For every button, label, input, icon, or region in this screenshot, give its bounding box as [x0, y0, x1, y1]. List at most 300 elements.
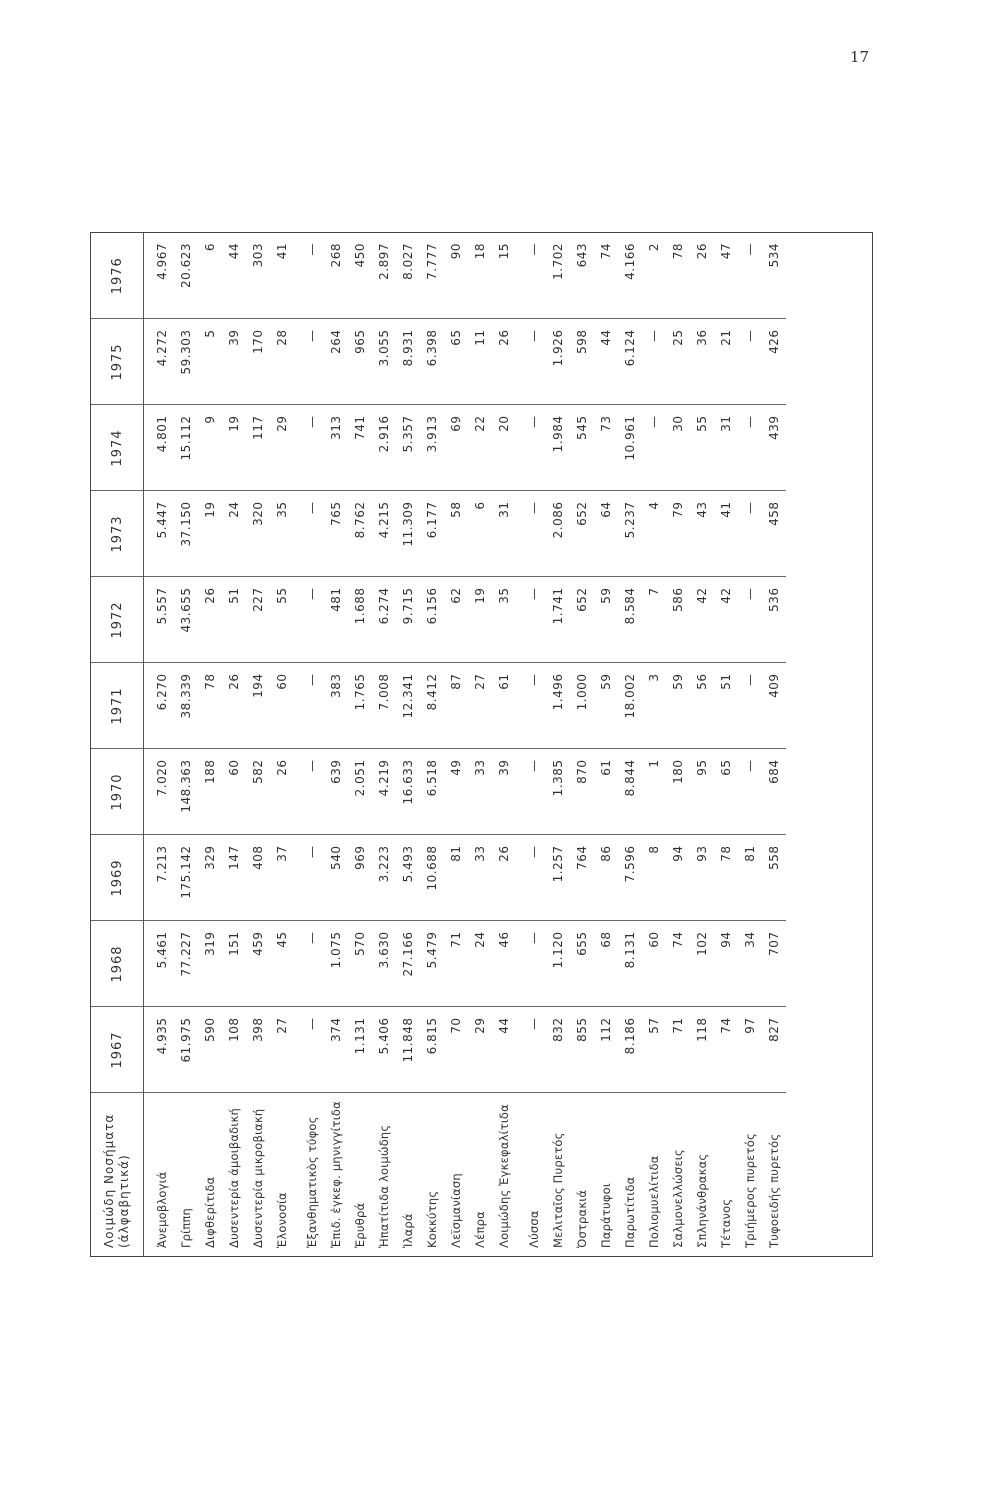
- case-count-cell: 94: [666, 835, 690, 921]
- case-count-cell: 10.961: [618, 405, 642, 491]
- case-count-cell: 481: [324, 577, 348, 663]
- case-count-cell: 7.020: [144, 749, 175, 835]
- case-count-cell: 684: [762, 749, 786, 835]
- case-count-cell: 320: [246, 491, 270, 577]
- case-count-cell: —: [738, 233, 762, 319]
- disease-name-cell: Ἰλαρά: [401, 1213, 415, 1248]
- case-count-cell: 19: [468, 577, 492, 663]
- case-count-cell: 20: [492, 405, 516, 491]
- case-count-cell: —: [738, 405, 762, 491]
- case-count-cell: 87: [444, 663, 468, 749]
- case-count-cell: 71: [666, 1007, 690, 1093]
- case-count-cell: 5.357: [396, 405, 420, 491]
- case-count-cell: 598: [570, 319, 594, 405]
- case-count-cell: 26: [690, 233, 714, 319]
- case-count-cell: —: [642, 319, 666, 405]
- case-count-cell: 59: [666, 663, 690, 749]
- disease-statistics-table: [91, 233, 786, 1256]
- case-count-cell: 43: [690, 491, 714, 577]
- case-count-cell: 8.762: [348, 491, 372, 577]
- case-count-cell: 24: [468, 921, 492, 1007]
- case-count-cell: 329: [198, 835, 222, 921]
- table-row: [420, 233, 444, 1256]
- case-count-cell: 7.596: [618, 835, 642, 921]
- case-count-cell: 6.177: [420, 491, 444, 577]
- disease-name-cell: Παράτυφοι: [599, 1183, 613, 1248]
- case-count-cell: 59: [594, 577, 618, 663]
- case-count-cell: 70: [444, 1007, 468, 1093]
- case-count-cell: 6.156: [420, 577, 444, 663]
- case-count-cell: 1.702: [546, 233, 570, 319]
- case-count-cell: 4.272: [144, 319, 175, 405]
- case-count-cell: —: [516, 233, 546, 319]
- case-count-cell: 6: [468, 491, 492, 577]
- case-count-cell: 2.051: [348, 749, 372, 835]
- case-count-cell: 832: [546, 1007, 570, 1093]
- case-count-cell: —: [516, 491, 546, 577]
- case-count-cell: 31: [714, 405, 738, 491]
- case-count-cell: 102: [690, 921, 714, 1007]
- case-count-cell: 59: [594, 663, 618, 749]
- case-count-cell: 15: [492, 233, 516, 319]
- case-count-cell: 3.055: [372, 319, 396, 405]
- table-row: [642, 233, 666, 1256]
- disease-column-header: [91, 1093, 144, 1256]
- case-count-cell: 11: [468, 319, 492, 405]
- case-count-cell: 1.765: [348, 663, 372, 749]
- case-count-cell: 6.815: [420, 1007, 444, 1093]
- case-count-cell: 45: [270, 921, 294, 1007]
- case-count-cell: 26: [222, 663, 246, 749]
- case-count-cell: 44: [492, 1007, 516, 1093]
- case-count-cell: 11.848: [396, 1007, 420, 1093]
- table-row: [666, 233, 690, 1256]
- case-count-cell: 1.926: [546, 319, 570, 405]
- case-count-cell: —: [294, 577, 324, 663]
- disease-name-cell: Λοιμώδης Ἐγκεφαλίτιδα: [497, 1104, 511, 1248]
- year-header: 1968: [91, 921, 144, 1007]
- case-count-cell: —: [516, 319, 546, 405]
- year-header: 1976: [91, 233, 144, 319]
- case-count-cell: 4.215: [372, 491, 396, 577]
- year-header: 1970: [91, 749, 144, 835]
- case-count-cell: 78: [198, 663, 222, 749]
- year-header: 1967: [91, 1007, 144, 1093]
- case-count-cell: 570: [348, 921, 372, 1007]
- case-count-cell: 26: [492, 835, 516, 921]
- case-count-cell: 68: [594, 921, 618, 1007]
- case-count-cell: 1.000: [570, 663, 594, 749]
- case-count-cell: 26: [492, 319, 516, 405]
- table-body: [144, 233, 787, 1256]
- case-count-cell: 90: [444, 233, 468, 319]
- disease-name-cell: Τριήμερος πυρετός: [743, 1133, 757, 1248]
- case-count-cell: —: [642, 405, 666, 491]
- case-count-cell: 64: [594, 491, 618, 577]
- disease-name-cell: Σπληνάνθρακας: [695, 1153, 709, 1248]
- case-count-cell: 25: [666, 319, 690, 405]
- year-header: 1974: [91, 405, 144, 491]
- case-count-cell: 24: [222, 491, 246, 577]
- case-count-cell: 5.479: [420, 921, 444, 1007]
- case-count-cell: 6.518: [420, 749, 444, 835]
- case-count-cell: 12.341: [396, 663, 420, 749]
- year-header: 1971: [91, 663, 144, 749]
- case-count-cell: 117: [246, 405, 270, 491]
- case-count-cell: 534: [762, 233, 786, 319]
- case-count-cell: 536: [762, 577, 786, 663]
- case-count-cell: 1.984: [546, 405, 570, 491]
- table-row: [570, 233, 594, 1256]
- table-row: [246, 233, 270, 1256]
- case-count-cell: —: [294, 1007, 324, 1093]
- case-count-cell: 41: [270, 233, 294, 319]
- case-count-cell: 1: [642, 749, 666, 835]
- case-count-cell: 870: [570, 749, 594, 835]
- case-count-cell: —: [294, 749, 324, 835]
- case-count-cell: 707: [762, 921, 786, 1007]
- case-count-cell: 60: [222, 749, 246, 835]
- case-count-cell: 95: [690, 749, 714, 835]
- case-count-cell: 94: [714, 921, 738, 1007]
- case-count-cell: 5.447: [144, 491, 175, 577]
- case-count-cell: 7.008: [372, 663, 396, 749]
- case-count-cell: 450: [348, 233, 372, 319]
- case-count-cell: —: [294, 319, 324, 405]
- case-count-cell: —: [516, 749, 546, 835]
- disease-name-cell: Ἐξανθηματικὸς τύφος: [305, 1116, 319, 1248]
- case-count-cell: 43.655: [174, 577, 198, 663]
- case-count-cell: —: [516, 835, 546, 921]
- case-count-cell: 65: [444, 319, 468, 405]
- case-count-cell: 741: [348, 405, 372, 491]
- case-count-cell: 6.398: [420, 319, 444, 405]
- case-count-cell: 6.124: [618, 319, 642, 405]
- case-count-cell: 1.257: [546, 835, 570, 921]
- table-row: [618, 233, 642, 1256]
- case-count-cell: 6.274: [372, 577, 396, 663]
- table-row: [714, 233, 738, 1256]
- disease-name-cell: Κοκκύτης: [425, 1190, 439, 1248]
- case-count-cell: 44: [222, 233, 246, 319]
- case-count-cell: 18.002: [618, 663, 642, 749]
- case-count-cell: 55: [270, 577, 294, 663]
- table-row: [222, 233, 246, 1256]
- case-count-cell: 33: [468, 749, 492, 835]
- case-count-cell: 969: [348, 835, 372, 921]
- case-count-cell: 409: [762, 663, 786, 749]
- case-count-cell: 74: [714, 1007, 738, 1093]
- case-count-cell: 20.623: [174, 233, 198, 319]
- case-count-cell: 61: [594, 749, 618, 835]
- table-row: [690, 233, 714, 1256]
- year-header: 1969: [91, 835, 144, 921]
- case-count-cell: 652: [570, 491, 594, 577]
- case-count-cell: 652: [570, 577, 594, 663]
- case-count-cell: 264: [324, 319, 348, 405]
- disease-name-cell: Λέπρα: [473, 1211, 487, 1248]
- case-count-cell: 1.385: [546, 749, 570, 835]
- case-count-cell: 34: [738, 921, 762, 1007]
- case-count-cell: 4.801: [144, 405, 175, 491]
- case-count-cell: 73: [594, 405, 618, 491]
- case-count-cell: 6.270: [144, 663, 175, 749]
- case-count-cell: 81: [444, 835, 468, 921]
- table-row: [762, 233, 786, 1256]
- case-count-cell: 558: [762, 835, 786, 921]
- case-count-cell: 764: [570, 835, 594, 921]
- case-count-cell: —: [516, 921, 546, 1007]
- case-count-cell: 855: [570, 1007, 594, 1093]
- case-count-cell: 81: [738, 835, 762, 921]
- case-count-cell: 46: [492, 921, 516, 1007]
- case-count-cell: 175.142: [174, 835, 198, 921]
- table-row: [594, 233, 618, 1256]
- case-count-cell: 56: [690, 663, 714, 749]
- case-count-cell: 398: [246, 1007, 270, 1093]
- table-row: [396, 233, 420, 1256]
- case-count-cell: 147: [222, 835, 246, 921]
- case-count-cell: 313: [324, 405, 348, 491]
- case-count-cell: 35: [270, 491, 294, 577]
- case-count-cell: 303: [246, 233, 270, 319]
- case-count-cell: 3.630: [372, 921, 396, 1007]
- table-row: [372, 233, 396, 1256]
- case-count-cell: 118: [690, 1007, 714, 1093]
- case-count-cell: 5.237: [618, 491, 642, 577]
- case-count-cell: 108: [222, 1007, 246, 1093]
- case-count-cell: 22: [468, 405, 492, 491]
- case-count-cell: 7: [642, 577, 666, 663]
- case-count-cell: 26: [198, 577, 222, 663]
- case-count-cell: 4.935: [144, 1007, 175, 1093]
- disease-name-cell: Διφθερίτιδα: [203, 1176, 217, 1248]
- case-count-cell: —: [738, 491, 762, 577]
- disease-name-cell: Λύσσα: [527, 1210, 541, 1248]
- case-count-cell: 74: [666, 921, 690, 1007]
- case-count-cell: 49: [444, 749, 468, 835]
- disease-name-cell: Λεϊσμανίαση: [449, 1173, 463, 1248]
- case-count-cell: 19: [222, 405, 246, 491]
- case-count-cell: —: [294, 663, 324, 749]
- case-count-cell: 55: [690, 405, 714, 491]
- case-count-cell: 2.916: [372, 405, 396, 491]
- case-count-cell: 36: [690, 319, 714, 405]
- case-count-cell: 29: [468, 1007, 492, 1093]
- case-count-cell: 51: [714, 663, 738, 749]
- case-count-cell: 65: [714, 749, 738, 835]
- case-count-cell: —: [294, 835, 324, 921]
- case-count-cell: 148.363: [174, 749, 198, 835]
- case-count-cell: 586: [666, 577, 690, 663]
- case-count-cell: 2.086: [546, 491, 570, 577]
- table-row: [174, 233, 198, 1256]
- case-count-cell: 33: [468, 835, 492, 921]
- case-count-cell: 28: [270, 319, 294, 405]
- case-count-cell: 540: [324, 835, 348, 921]
- case-count-cell: —: [738, 319, 762, 405]
- case-count-cell: 268: [324, 233, 348, 319]
- table-row: [738, 233, 762, 1256]
- case-count-cell: —: [516, 577, 546, 663]
- case-count-cell: 26: [270, 749, 294, 835]
- case-count-cell: 151: [222, 921, 246, 1007]
- disease-name-cell: Ἐπιδ. ἐγκεφ. μηνιγγίτιδα: [329, 1101, 343, 1248]
- case-count-cell: 8.584: [618, 577, 642, 663]
- case-count-cell: 582: [246, 749, 270, 835]
- disease-name-cell: Γρίππη: [179, 1208, 193, 1248]
- case-count-cell: 383: [324, 663, 348, 749]
- case-count-cell: 5.557: [144, 577, 175, 663]
- disease-name-cell: Πολιομυελίτιδα: [647, 1155, 661, 1248]
- case-count-cell: 10.688: [420, 835, 444, 921]
- case-count-cell: 21: [714, 319, 738, 405]
- table-row: [492, 233, 516, 1256]
- case-count-cell: 19: [198, 491, 222, 577]
- case-count-cell: 459: [246, 921, 270, 1007]
- table-row: [324, 233, 348, 1256]
- case-count-cell: —: [294, 233, 324, 319]
- disease-name-cell: Ἐρυθρά: [353, 1202, 367, 1248]
- case-count-cell: 426: [762, 319, 786, 405]
- table-header: [91, 233, 144, 1256]
- table-row: [198, 233, 222, 1256]
- table-row: [516, 233, 546, 1256]
- case-count-cell: 62: [444, 577, 468, 663]
- header-subtitle: (άλφαβητικά): [117, 1154, 131, 1248]
- disease-name-cell: Δυσεντερία μικροβιακή: [251, 1108, 265, 1248]
- case-count-cell: 44: [594, 319, 618, 405]
- case-count-cell: 6: [198, 233, 222, 319]
- case-count-cell: 27.166: [396, 921, 420, 1007]
- case-count-cell: —: [516, 1007, 546, 1093]
- case-count-cell: 59.303: [174, 319, 198, 405]
- case-count-cell: 9: [198, 405, 222, 491]
- case-count-cell: 1.120: [546, 921, 570, 1007]
- year-header: 1973: [91, 491, 144, 577]
- case-count-cell: 1.131: [348, 1007, 372, 1093]
- case-count-cell: 439: [762, 405, 786, 491]
- case-count-cell: 42: [690, 577, 714, 663]
- case-count-cell: 4.219: [372, 749, 396, 835]
- case-count-cell: 42: [714, 577, 738, 663]
- case-count-cell: 965: [348, 319, 372, 405]
- case-count-cell: 37.150: [174, 491, 198, 577]
- case-count-cell: 112: [594, 1007, 618, 1093]
- disease-name-cell: Ἑλονοσία: [275, 1192, 289, 1248]
- case-count-cell: 5.461: [144, 921, 175, 1007]
- case-count-cell: 77.227: [174, 921, 198, 1007]
- case-count-cell: 11.309: [396, 491, 420, 577]
- case-count-cell: 30: [666, 405, 690, 491]
- disease-name-cell: Μελιταῖος Πυρετός: [551, 1132, 565, 1248]
- case-count-cell: 9.715: [396, 577, 420, 663]
- case-count-cell: 545: [570, 405, 594, 491]
- case-count-cell: 79: [666, 491, 690, 577]
- case-count-cell: 8.412: [420, 663, 444, 749]
- case-count-cell: 319: [198, 921, 222, 1007]
- case-count-cell: 458: [762, 491, 786, 577]
- disease-name-cell: Τέτανος: [719, 1198, 733, 1248]
- case-count-cell: 8.186: [618, 1007, 642, 1093]
- case-count-cell: 78: [714, 835, 738, 921]
- case-count-cell: —: [294, 921, 324, 1007]
- case-count-cell: 61: [492, 663, 516, 749]
- case-count-cell: 51: [222, 577, 246, 663]
- case-count-cell: 180: [666, 749, 690, 835]
- case-count-cell: 170: [246, 319, 270, 405]
- case-count-cell: 4.166: [618, 233, 642, 319]
- case-count-cell: 5.493: [396, 835, 420, 921]
- case-count-cell: 37: [270, 835, 294, 921]
- case-count-cell: —: [738, 663, 762, 749]
- case-count-cell: 60: [642, 921, 666, 1007]
- page-number: 17: [850, 48, 870, 66]
- case-count-cell: 2: [642, 233, 666, 319]
- case-count-cell: 8.131: [618, 921, 642, 1007]
- header-title: Λοιμώδη Νοσήματα: [102, 1113, 116, 1248]
- case-count-cell: 97: [738, 1007, 762, 1093]
- case-count-cell: 61.975: [174, 1007, 198, 1093]
- case-count-cell: 86: [594, 835, 618, 921]
- case-count-cell: 27: [270, 1007, 294, 1093]
- case-count-cell: 35: [492, 577, 516, 663]
- case-count-cell: —: [516, 663, 546, 749]
- case-count-cell: 5: [198, 319, 222, 405]
- case-count-cell: 188: [198, 749, 222, 835]
- case-count-cell: 41: [714, 491, 738, 577]
- case-count-cell: 93: [690, 835, 714, 921]
- case-count-cell: 71: [444, 921, 468, 1007]
- case-count-cell: —: [516, 405, 546, 491]
- disease-name-cell: Δυσεντερία άμοιβαδική: [227, 1108, 241, 1248]
- case-count-cell: 15.112: [174, 405, 198, 491]
- case-count-cell: 29: [270, 405, 294, 491]
- disease-name-cell: Ἡπατίτιδα λοιμώδης: [377, 1124, 391, 1248]
- case-count-cell: 58: [444, 491, 468, 577]
- table-row: [270, 233, 294, 1256]
- case-count-cell: 7.213: [144, 835, 175, 921]
- table-row: [294, 233, 324, 1256]
- table-row: [348, 233, 372, 1256]
- case-count-cell: 78: [666, 233, 690, 319]
- disease-name-cell: Ἀνεμοβλογιά: [155, 1171, 169, 1248]
- disease-name-cell: Σαλμονελλώσεις: [671, 1149, 685, 1248]
- table-row: [444, 233, 468, 1256]
- table-row: [468, 233, 492, 1256]
- table-row: [546, 233, 570, 1256]
- disease-name-cell: Τυφοειδής πυρετός: [767, 1133, 781, 1248]
- case-count-cell: 27: [468, 663, 492, 749]
- case-count-cell: 1.741: [546, 577, 570, 663]
- case-count-cell: 8.844: [618, 749, 642, 835]
- case-count-cell: 590: [198, 1007, 222, 1093]
- case-count-cell: 8.027: [396, 233, 420, 319]
- case-count-cell: 7.777: [420, 233, 444, 319]
- year-header: 1972: [91, 577, 144, 663]
- case-count-cell: 1.688: [348, 577, 372, 663]
- case-count-cell: 765: [324, 491, 348, 577]
- case-count-cell: 1.075: [324, 921, 348, 1007]
- case-count-cell: 3.913: [420, 405, 444, 491]
- year-header: 1975: [91, 319, 144, 405]
- case-count-cell: 38.339: [174, 663, 198, 749]
- case-count-cell: 3.223: [372, 835, 396, 921]
- case-count-cell: 39: [222, 319, 246, 405]
- case-count-cell: 1.496: [546, 663, 570, 749]
- disease-name-cell: Παρωτίτιδα: [623, 1176, 637, 1248]
- case-count-cell: 60: [270, 663, 294, 749]
